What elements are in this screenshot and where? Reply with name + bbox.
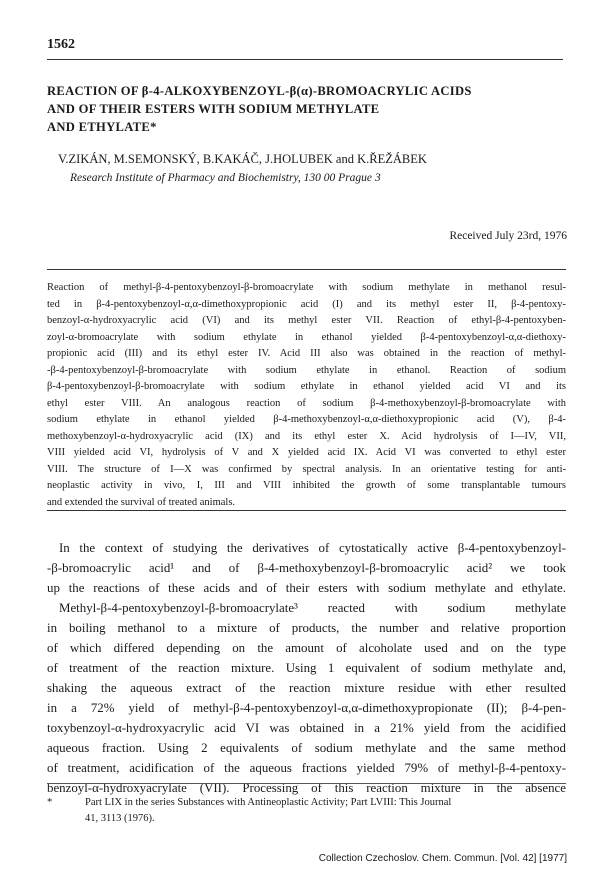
- body-line: benzoyl-α-hydroxyacrylate (VII). Processing of this reaction mixture in the absence: [47, 781, 566, 795]
- abstract: [47, 280, 566, 511]
- body-line: In the context of studying the derivatives of cytostatically active β-4-pentoxybenzoyl-: [59, 541, 566, 555]
- abstract-line: propionic acid (III) and its ethyl ester IV. Acid III also was obtained in the reaction of methyl-: [47, 348, 566, 359]
- abstract-line: methoxybenzoyl-α-hydroxyacrylic acid (IX) and its ethyl ester X. Acid hydrolysis of I—IV, VII,: [47, 430, 566, 442]
- footnote: [47, 795, 566, 827]
- footnote-line: [47, 795, 566, 811]
- abstract-line: benzoyl-α-hydroxyacrylic acid (VI) and its methyl ester VII. Reaction of ethyl-β-4-pentoxyben-: [47, 315, 566, 326]
- abstract-line: ted in β-4-pentoxybenzoyl-α,α-dimethoxypropionic acid (I) and its methyl ester II, β-4-pentoxy-: [47, 298, 566, 310]
- body-line: of treatment of the reaction mixture. Using 1 equivalent of sodium methylate and,: [47, 661, 566, 675]
- body-text: [47, 538, 566, 798]
- body-line: of which differed depending on the amount of alcoholate used and on the type: [47, 641, 566, 655]
- body-line: -β-bromoacrylic acid¹ and of β-4-methoxybenzoyl-β-bromoacrylic acid² we took: [47, 561, 566, 575]
- abstract-line: -β-4-pentoxybenzoyl-β-bromoacrylate with sodium ethylate in ethanol. Reaction of sodium: [47, 364, 566, 376]
- abstract-line: and extended the survival of treated animals.: [47, 496, 236, 508]
- footnote-marker: *: [47, 797, 53, 808]
- article-title: [47, 82, 567, 136]
- footnote-line: 41, 3113 (1976).: [85, 813, 155, 824]
- body-line: of treatment, acidification of the aqueous fractions yielded 79% of methyl-β-4-pentoxy-: [47, 761, 566, 775]
- title-line: AND OF THEIR ESTERS WITH SODIUM METHYLATE: [47, 102, 380, 116]
- body-line: in a 72% yield of methyl-β-4-pentoxybenzoyl-α,α-dimethoxypropionate (II); β-4-pen-: [47, 701, 566, 715]
- received-date: Received July 23rd, 1976: [449, 230, 567, 242]
- journal-footer: Collection Czechoslov. Chem. Commun. [Vol. 42] [1977]: [318, 853, 567, 864]
- abstract-line: neoplastic activity in vivo, I, III and VIII inhibited the growth of some transplantable tumours: [47, 480, 566, 491]
- abstract-line: ethyl ester VIII. An analogous reaction of sodium β-4-methoxybenzoyl-β-bromoacrylate with: [47, 397, 566, 409]
- abstract-line: zoyl-α-bromoacrylate with sodium ethylate in ethanol yielded β-4-pentoxybenzoyl-α,α-diethoxy-: [47, 331, 566, 343]
- body-line: Methyl-β-4-pentoxybenzoyl-β-bromoacrylate³ reacted with sodium methylate: [59, 601, 566, 615]
- abstract-line: VIII yielded acid VI, hydrolysis of V and X yielded acid IX. Acid VI was converted to ethyl ester: [47, 447, 566, 458]
- page-number: 1562: [47, 37, 75, 52]
- abstract-line: VIII. The structure of I—X was confirmed by spectral analysis. In an orientative testing for anti-: [47, 463, 566, 475]
- authors: V.ZIKÁN, M.SEMONSKÝ, B.KAKÁČ, J.HOLUBEK and K.ŘEŽÁBEK: [58, 152, 427, 166]
- header-rule: [47, 59, 563, 60]
- abstract-bottom-rule: [47, 510, 566, 511]
- abstract-line: Reaction of methyl-β-4-pentoxybenzoyl-β-bromoacrylate with sodium methylate in methanol resul-: [47, 282, 566, 293]
- footnote-text: Part LIX in the series Substances with Antineoplastic Activity; Part LVIII: This Journal: [85, 797, 452, 808]
- body-line: up the reactions of these acids and of their esters with sodium methylate and ethylate.: [47, 581, 566, 595]
- abstract-line: sodium ethylate in ethanol yielded β-4-methoxybenzoyl-α,α-diethoxypropionic acid (V), β-4-: [47, 414, 566, 425]
- footnote-rule: [47, 783, 566, 784]
- body-line: aqueous fraction. Using 2 equivalents of sodium methylate and the same method: [47, 741, 566, 755]
- title-line: REACTION OF β-4-ALKOXYBENZOYL-β(α)-BROMOACRYLIC ACIDS: [47, 84, 472, 98]
- body-line: toxybenzoyl-α-hydroxyacrylic acid VI was obtained in a 21% yield from the acidified: [47, 721, 566, 735]
- body-line: in boiling methanol to a mixture of products, the number and relative proportion: [47, 621, 566, 635]
- abstract-top-rule: [47, 269, 566, 270]
- body-line: shaking the aqueous extract of the reaction mixture residue with ether resulted: [47, 681, 566, 695]
- abstract-line: β-4-pentoxybenzoyl-β-bromoacrylate with sodium ethylate in ethanol yielded acid VI and its: [47, 381, 566, 392]
- affiliation: Research Institute of Pharmacy and Biochemistry, 130 00 Prague 3: [70, 172, 381, 184]
- title-line: AND ETHYLATE*: [47, 120, 157, 134]
